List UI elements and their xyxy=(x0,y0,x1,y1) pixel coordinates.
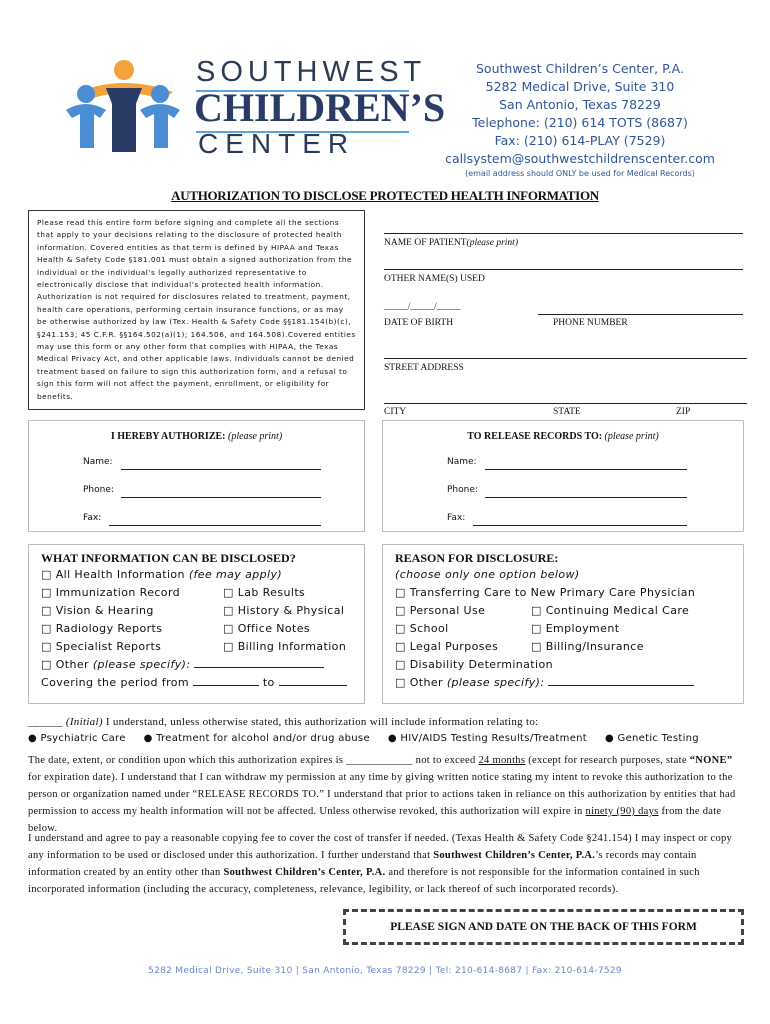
logo-children-icon xyxy=(58,52,193,162)
initial-statement: ______ (Initial) I understand, unless otherwise stated, this authorization will include information relating to: xyxy=(28,716,539,728)
release-phone-field[interactable] xyxy=(485,497,687,498)
footer-address: 5282 Medical Drive, Suite 310 | San Antonio, Texas 78229 | Tel: 210-614-8687 | Fax: 210-614-7529 xyxy=(148,966,622,976)
practice-city: San Antonio, Texas 78229 xyxy=(499,97,661,112)
bullet-genetic: ● Genetic Testing xyxy=(605,733,699,744)
school-checkbox[interactable]: □ School xyxy=(395,622,449,635)
radiology-checkbox[interactable]: □ Radiology Reports xyxy=(41,622,163,635)
copying-paragraph: I understand and agree to pay a reasonable copying fee to cover the cost of transfer if needed. (Texas Health & Safety Code §241.154) I may inspect or copy any information to be used or disclosed under this authorization. I further understand that Southwest Children’s Center, P.A.’s records may contain information created by an entity other than Southwest Children’s Center, P.A. and therefore is not responsible for the information contained in such incorporated information (including the accuracy, completeness, relevance, legibility, or lack thereof of such incorporated records). xyxy=(28,833,733,895)
bullet-psychiatric: ● Psychiatric Care xyxy=(28,733,126,744)
practice-street: 5282 Medical Drive, Suite 310 xyxy=(485,79,675,94)
street-label: STREET ADDRESS xyxy=(384,363,464,373)
billing-insurance-checkbox[interactable]: □ Billing/Insurance xyxy=(531,640,644,653)
dob-label: DATE OF BIRTH xyxy=(384,318,454,328)
other-info-checkbox[interactable]: □ Other (please specify): xyxy=(41,656,352,674)
patient-name-label: NAME OF PATIENT(please print) xyxy=(384,238,518,248)
period-from-field[interactable] xyxy=(193,676,259,686)
authorize-phone-field[interactable] xyxy=(121,497,321,498)
what-info-box xyxy=(28,544,365,704)
initial-bullets xyxy=(28,730,744,747)
practice-email: callsystem@southwestchildrenscenter.com xyxy=(445,151,715,166)
patient-name-line[interactable] xyxy=(384,233,743,234)
authorize-phone-label: Phone: xyxy=(83,485,114,495)
personal-use-checkbox[interactable]: □ Personal Use xyxy=(395,604,486,617)
legal-purposes-checkbox[interactable]: □ Legal Purposes xyxy=(395,640,499,653)
immunization-checkbox[interactable]: □ Immunization Record xyxy=(41,586,181,599)
initial-field[interactable]: ______ xyxy=(28,716,63,728)
release-name-field[interactable] xyxy=(485,469,687,470)
release-fax-field[interactable] xyxy=(473,525,687,526)
what-info-title: WHAT INFORMATION CAN BE DISCLOSED? xyxy=(41,551,296,565)
office-notes-checkbox[interactable]: □ Office Notes xyxy=(223,622,311,635)
street-line[interactable] xyxy=(384,358,747,359)
bullet-hiv: ● HIV/AIDS Testing Results/Treatment xyxy=(387,733,588,744)
specialist-checkbox[interactable]: □ Specialist Reports xyxy=(41,640,162,653)
release-phone-label: Phone: xyxy=(447,485,478,495)
history-physical-checkbox[interactable]: □ History & Physical xyxy=(223,604,345,617)
intro-text: Please read this entire form before signing and complete all the sections that apply to your decisions relating to the disclosure of protected health information. Covered entities as that term is defined by HIPAA and Texas Health & Safety Code §181.001 must obtain a signed authorization from the individual or the individual’s legally authorized representative to electronically disclose that individual’s protected health information. Authorization is not required for disclosures related to treatment, payment, health care operations, performing certain insurance functions, or as may be otherwise authorized by law (Tex. Health & Safety Code §§181.154(b)(c), §241.153; 45 C.F.R. §§164.502(a)(1); 164.506, and 164.508).Covered entities may use this form or any other form that complies with HIPAA, the Texas Medical Privacy Act, and other applicable laws. Individuals cannot be denied treatment based on failure to sign this authorization form, and a refusal to sign this form will not affect the payment, enrollment, or eligibility for benefits. xyxy=(28,210,365,410)
logo-word-center: CENTER xyxy=(198,128,356,159)
period-to-field[interactable] xyxy=(279,676,347,686)
employment-checkbox[interactable]: □ Employment xyxy=(531,622,620,635)
lab-results-checkbox[interactable]: □ Lab Results xyxy=(223,586,306,599)
disability-checkbox[interactable]: □ Disability Determination xyxy=(395,658,553,671)
billing-info-checkbox[interactable]: □ Billing Information xyxy=(223,640,347,653)
practice-name: Southwest Children’s Center, P.A. xyxy=(476,61,684,76)
release-box xyxy=(382,420,744,532)
bullet-alcohol-drug: ● Treatment for alcohol and/or drug abuse xyxy=(143,733,370,744)
release-fax-label: Fax: xyxy=(447,513,466,523)
authorize-fax-label: Fax: xyxy=(83,513,102,523)
state-label: STATE xyxy=(553,407,581,417)
email-note: (email address should ONLY be used for Medical Records) xyxy=(465,169,695,178)
period-row: Covering the period from to xyxy=(41,674,352,692)
authorize-box xyxy=(28,420,365,532)
practice-telephone: Telephone: (210) 614 TOTS (8687) xyxy=(472,115,688,130)
other-names-label: OTHER NAME(S) USED xyxy=(384,274,485,284)
authorize-name-label: Name: xyxy=(83,457,113,467)
other-info-field[interactable] xyxy=(194,658,324,668)
vision-hearing-checkbox[interactable]: □ Vision & Hearing xyxy=(41,604,154,617)
zip-label: ZIP xyxy=(676,407,691,417)
expiry-paragraph: The date, extent, or condition upon which this authorization expires is ____________ not to exceed 24 months (except for research purposes, state “NONE” for expiration date). I understand that I can withdraw my permission at any time by giving written notice stating my intent to revoke this authorization to the person or organization named under “RELEASE RECORDS TO.” I understand that prior to actions taken in reliance on this authorization by entities that had permission to access my health information will not be affected. Unless otherwise revoked, this authorization will expire in ninety (90) days from the date below. xyxy=(28,755,736,834)
reason-hint: (choose only one option below) xyxy=(395,568,580,581)
reason-box xyxy=(382,544,744,704)
other-reason-field[interactable] xyxy=(548,676,694,686)
dob-field[interactable]: _____/_____/_____ xyxy=(384,302,461,312)
continuing-care-checkbox[interactable]: □ Continuing Medical Care xyxy=(531,604,690,617)
other-names-line[interactable] xyxy=(384,269,743,270)
sign-notice: PLEASE SIGN AND DATE ON THE BACK OF THIS FORM xyxy=(343,909,744,945)
release-name-label: Name: xyxy=(447,457,477,467)
logo-word-childrens: CHILDREN’S xyxy=(194,85,446,130)
city-line[interactable] xyxy=(384,403,747,404)
reason-title: REASON FOR DISCLOSURE: xyxy=(395,551,559,565)
authorize-title: I HEREBY AUTHORIZE: (please print) xyxy=(110,431,283,442)
authorize-name-field[interactable] xyxy=(121,469,321,470)
phone-label: PHONE NUMBER xyxy=(553,318,628,328)
phone-line[interactable] xyxy=(538,314,743,315)
city-label: CITY xyxy=(384,407,407,417)
other-reason-checkbox[interactable]: □ Other (please specify): xyxy=(395,674,731,692)
practice-fax: Fax: (210) 614-PLAY (7529) xyxy=(494,133,666,148)
authorize-fax-field[interactable] xyxy=(109,525,321,526)
logo-word-southwest: SOUTHWEST xyxy=(196,56,427,88)
release-title: TO RELEASE RECORDS TO: (please print) xyxy=(467,431,659,442)
all-health-checkbox[interactable]: □ All Health Information (fee may apply) xyxy=(41,568,283,581)
form-title: AUTHORIZATION TO DISCLOSE PROTECTED HEALTH INFORMATION xyxy=(171,188,599,203)
transfer-care-checkbox[interactable]: □ Transferring Care to New Primary Care Physician xyxy=(395,586,696,599)
practice-address xyxy=(438,60,722,180)
